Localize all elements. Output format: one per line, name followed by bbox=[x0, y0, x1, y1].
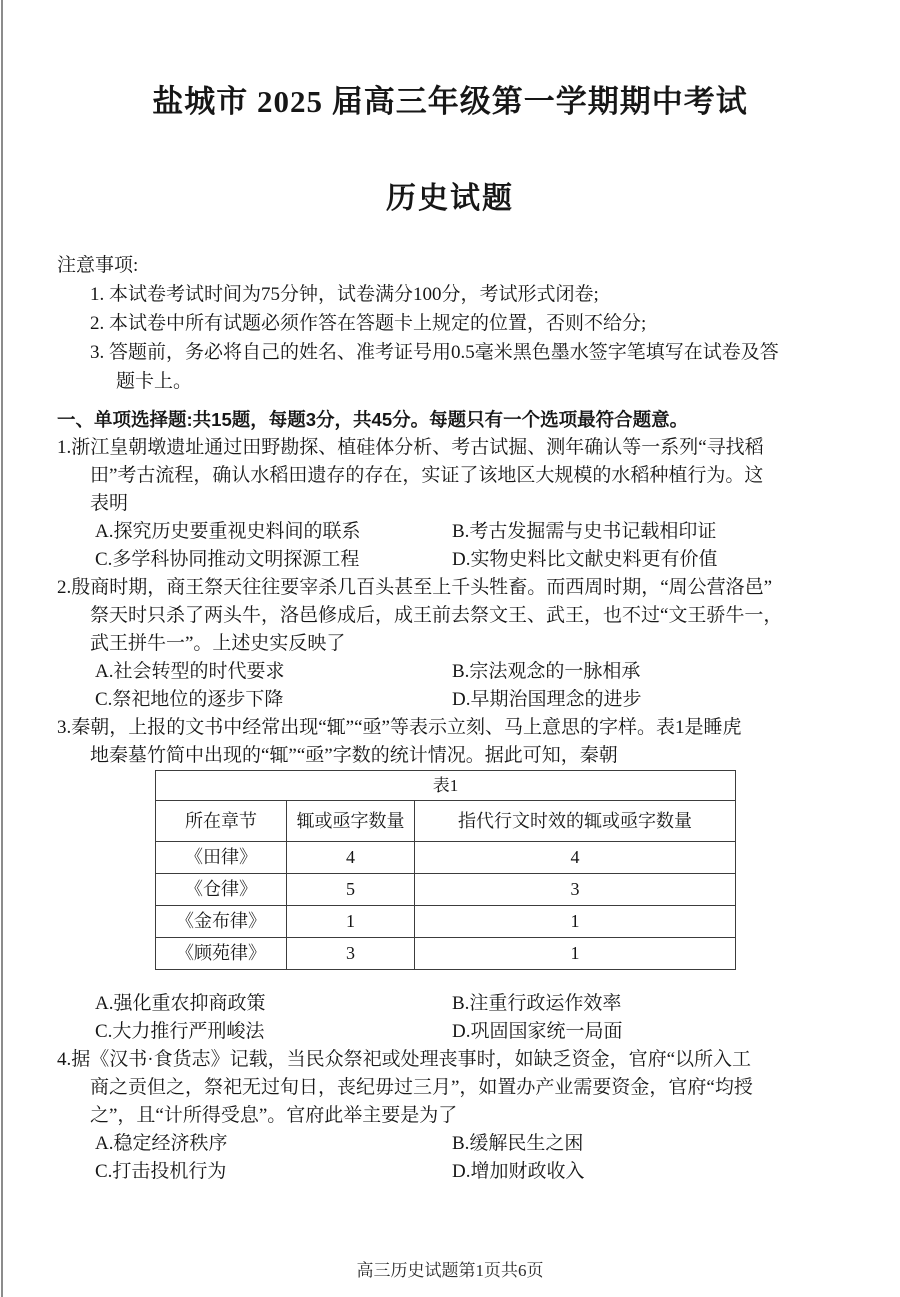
option-4-d: D.增加财政收入 bbox=[452, 1161, 585, 1182]
table-cell: 4 bbox=[287, 842, 415, 874]
table-caption: 表1 bbox=[156, 771, 736, 801]
exam-body bbox=[57, 251, 860, 1186]
option-2-b: B.宗法观念的一脉相承 bbox=[452, 661, 641, 682]
table-cell: 《仓律》 bbox=[156, 874, 287, 906]
note-line-1: 1. 本试卷考试时间为75分钟，试卷满分100分，考试形式闭卷; bbox=[90, 284, 599, 305]
table-header-count: 辄或亟字数量 bbox=[287, 801, 415, 842]
notes-title: 注意事项: bbox=[57, 255, 139, 276]
table-header-timeliness: 指代行文时效的辄或亟字数量 bbox=[415, 801, 736, 842]
table-row bbox=[156, 938, 736, 970]
table-1-container bbox=[155, 770, 860, 970]
page-footer: 高三历史试题第1页共6页 bbox=[356, 1261, 544, 1280]
table-cell: 1 bbox=[287, 906, 415, 938]
option-4-b: B.缓解民生之困 bbox=[452, 1133, 584, 1154]
table-cell: 《田律》 bbox=[156, 842, 287, 874]
question-4-line: 之”，且“计所得受息”。官府此举主要是为了 bbox=[90, 1105, 458, 1126]
question-4 bbox=[57, 1046, 860, 1186]
page-title: 盐城市 2025 届高三年级第一学期期中考试 bbox=[152, 84, 748, 119]
question-2 bbox=[57, 574, 860, 714]
question-3 bbox=[57, 714, 860, 1046]
question-2-line: 2.殷商时期，商王祭天往往要宰杀几百头甚至上千头牲畜。而西周时期，“周公营洛邑” bbox=[57, 577, 773, 598]
option-1-d: D.实物史料比文献史料更有价值 bbox=[452, 549, 718, 570]
question-2-line: 武王拼牛一”。上述史实反映了 bbox=[90, 633, 346, 654]
table-row bbox=[156, 874, 736, 906]
option-2-c: C.祭祀地位的逐步下降 bbox=[95, 689, 284, 710]
table-cell: 《金布律》 bbox=[156, 906, 287, 938]
table-cell: 1 bbox=[415, 906, 736, 938]
notes-section bbox=[57, 251, 860, 396]
question-1-line: 表明 bbox=[90, 493, 129, 514]
table-row bbox=[156, 842, 736, 874]
option-2-a: A.社会转型的时代要求 bbox=[95, 661, 285, 682]
question-1 bbox=[57, 434, 860, 574]
table-cell: 3 bbox=[415, 874, 736, 906]
option-2-d: D.早期治国理念的进步 bbox=[452, 689, 642, 710]
note-line-2: 2. 本试卷中所有试题必须作答在答题卡上规定的位置，否则不给分; bbox=[90, 313, 647, 334]
question-3-line: 地秦墓竹简中出现的“辄”“亟”字数的统计情况。据此可知，秦朝 bbox=[90, 745, 618, 766]
section-heading: 一、单项选择题:共15题，每题3分，共45分。每题只有一个选项最符合题意。 bbox=[57, 409, 689, 430]
table-header-chapter: 所在章节 bbox=[156, 801, 287, 842]
option-1-a: A.探究历史要重视史料间的联系 bbox=[95, 521, 361, 542]
question-4-line: 4.据《汉书·食货志》记载，当民众祭祀或处理丧事时，如缺乏资金，官府“以所入工 bbox=[57, 1049, 752, 1070]
note-line-3-continuation: 题卡上。 bbox=[116, 371, 193, 392]
question-4-line: 商之贡但之，祭祀无过旬日，丧纪毋过三月”，如置办产业需要资金，官府“均授 bbox=[90, 1077, 753, 1098]
question-3-line: 3.秦朝，上报的文书中经常出现“辄”“亟”等表示立刻、马上意思的字样。表1是睡虎 bbox=[57, 717, 742, 738]
question-1-line: 田”考古流程，确认水稻田遗存的存在，实证了该地区大规模的水稻种植行为。这 bbox=[90, 465, 764, 486]
table-cell: 5 bbox=[287, 874, 415, 906]
note-line-3: 3. 答题前，务必将自己的姓名、准考证号用0.5毫米黑色墨水签字笔填写在试卷及答 bbox=[90, 342, 779, 363]
table-cell: 4 bbox=[415, 842, 736, 874]
option-1-c: C.多学科协同推动文明探源工程 bbox=[95, 549, 360, 570]
option-3-d: D.巩固国家统一局面 bbox=[452, 1021, 623, 1042]
option-3-b: B.注重行政运作效率 bbox=[452, 993, 622, 1014]
option-3-a: A.强化重农抑商政策 bbox=[95, 993, 266, 1014]
question-1-line: 1.浙江皇朝墩遗址通过田野勘探、植硅体分析、考古试掘、测年确认等一系列“寻找稻 bbox=[57, 437, 764, 458]
exam-subject-title: 历史试题 bbox=[386, 182, 514, 215]
table-cell: 3 bbox=[287, 938, 415, 970]
option-4-a: A.稳定经济秩序 bbox=[95, 1133, 228, 1154]
question-2-line: 祭天时只杀了两头牛，洛邑修成后，成王前去祭文王、武王，也不过“文王骄牛一， bbox=[90, 605, 783, 626]
table-cell: 《顾苑律》 bbox=[156, 938, 287, 970]
statistics-table bbox=[155, 770, 736, 970]
table-row bbox=[156, 906, 736, 938]
option-3-c: C.大力推行严刑峻法 bbox=[95, 1021, 265, 1042]
option-4-c: C.打击投机行为 bbox=[95, 1161, 227, 1182]
scan-edge-line bbox=[1, 0, 3, 1297]
table-cell: 1 bbox=[415, 938, 736, 970]
option-1-b: B.考古发掘需与史书记载相印证 bbox=[452, 521, 717, 542]
